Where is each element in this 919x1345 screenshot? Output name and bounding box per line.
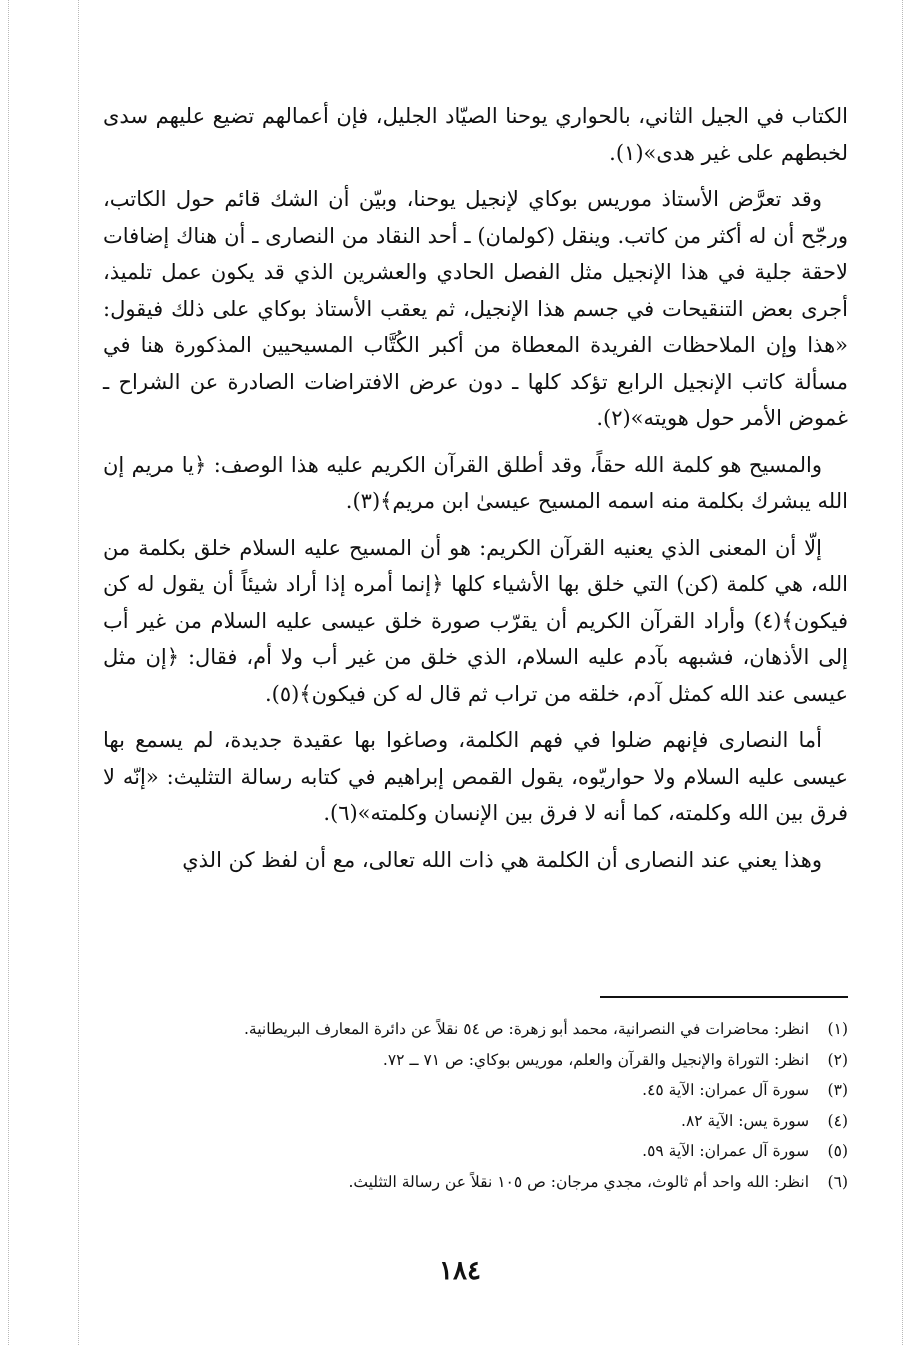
paragraph: وقد تعرَّض الأستاذ موريس بوكاي لإنجيل يوحنا، وبيّن أن الشك قائم حول الكاتب، ورجّح أن له أكثر من كاتب. وينقل (كولمان) ـ أحد النقاد من النصارى ـ أن هناك إضافات لاحقة جلية في هذا الإنجيل مثل الفصل الحادي والعشرين الذي قد يكون عمل تلميذ، أجرى بعض التنقيحات في جسم هذا الإنجيل، ثم يعقب الأستاذ بوكاي على ذلك فيقول: «هذا وإن الملاحظات الفريدة المعطاة من أكبر الكُتَّاب المسيحيين المذكورة هنا في مسألة كاتب الإنجيل الرابع تؤكد كلها ـ دون عرض الافتراضات الصادرة عن الشراح ـ غموض الأمر حول هويته»(٢). — [103, 187, 848, 430]
footnote-divider — [600, 996, 848, 998]
paragraph: الكتاب في الجيل الثاني، بالحواري يوحنا الصيّاد الجليل، فإن أعمالهم تضيع عليهم سدى لخبطهم على غير هدى»(١). — [103, 104, 848, 165]
footnote-text: انظر: محاضرات في النصرانية، محمد أبو زهرة: ص ٥٤ نقلاً عن دائرة المعارف البريطانية. — [244, 1020, 810, 1038]
footnote-number: (٤) — [827, 1111, 848, 1130]
footnote — [103, 1136, 848, 1167]
footnote-text: انظر: الله واحد أم ثالوث، مجدي مرجان: ص ١٠٥ نقلاً عن رسالة التثليث. — [348, 1172, 810, 1191]
footnote — [103, 1075, 848, 1106]
scan-guide-line — [8, 0, 9, 1345]
footnotes — [103, 1014, 848, 1197]
footnote-number: (١) — [827, 1020, 848, 1038]
paragraph: إلّا أن المعنى الذي يعنيه القرآن الكريم: هو أن المسيح عليه السلام خلق بكلمة من الله، هي كلمة (كن) التي خلق بها الأشياء كلها ﴿إنما أمره إذا أراد شيئاً أن يقول له كن فيكون﴾(٤) وأراد القرآن الكريم أن يقرّب صورة خلق عيسى عليه السلام من غير أب إلى الأذهان، فشبهه بآدم عليه السلام، الذي خلق من غير أب ولا أم، فقال: ﴿إن مثل عيسى عند الله كمثل آدم، خلقه من تراب ثم قال له كن فيكون﴾(٥). — [103, 535, 848, 706]
footnote-number: (٢) — [827, 1050, 848, 1069]
paragraph: أما النصارى فإنهم ضلوا في فهم الكلمة، وصاغوا بها عقيدة جديدة، لم يسمع بها عيسى عليه السلام ولا حواريّوه، يقول القمص إبراهيم في كتابه رسالة التثليث: «إنّه لا فرق بين الله وكلمته، كما أنه لا فرق بين الإنسان وكلمته»(٦). — [103, 728, 848, 825]
footnote-text: انظر: التوراة والإنجيل والقرآن والعلم، موريس بوكاي: ص ٧١ ــ ٧٢. — [382, 1050, 810, 1069]
footnote — [103, 1014, 848, 1045]
page-number: ١٨٤ — [439, 1256, 481, 1286]
footnote — [103, 1167, 848, 1198]
footnote-text: سورة آل عمران: الآية ٥٩. — [642, 1142, 810, 1160]
footnote — [103, 1045, 848, 1076]
paragraph: وهذا يعني عند النصارى أن الكلمة هي ذات الله تعالى، مع أن لفظ كن الذي — [182, 847, 822, 872]
footnote-text: سورة آل عمران: الآية ٤٥. — [642, 1081, 810, 1099]
main-text — [103, 98, 848, 888]
footnote-number: (٣) — [827, 1081, 848, 1099]
footnote-number: (٦) — [827, 1172, 848, 1191]
paragraph: والمسيح هو كلمة الله حقاً، وقد أطلق القرآن الكريم عليه هذا الوصف: ﴿يا مريم إن الله يبشرك بكلمة منه اسمه المسيح عيسىٰ ابن مريم﴾(٣). — [103, 452, 848, 513]
footnote-text: سورة يس: الآية ٨٢. — [681, 1111, 810, 1130]
scan-guide-line — [902, 0, 903, 1345]
scan-guide-line — [78, 0, 79, 1345]
footnote-number: (٥) — [827, 1142, 848, 1160]
footnote — [103, 1106, 848, 1137]
